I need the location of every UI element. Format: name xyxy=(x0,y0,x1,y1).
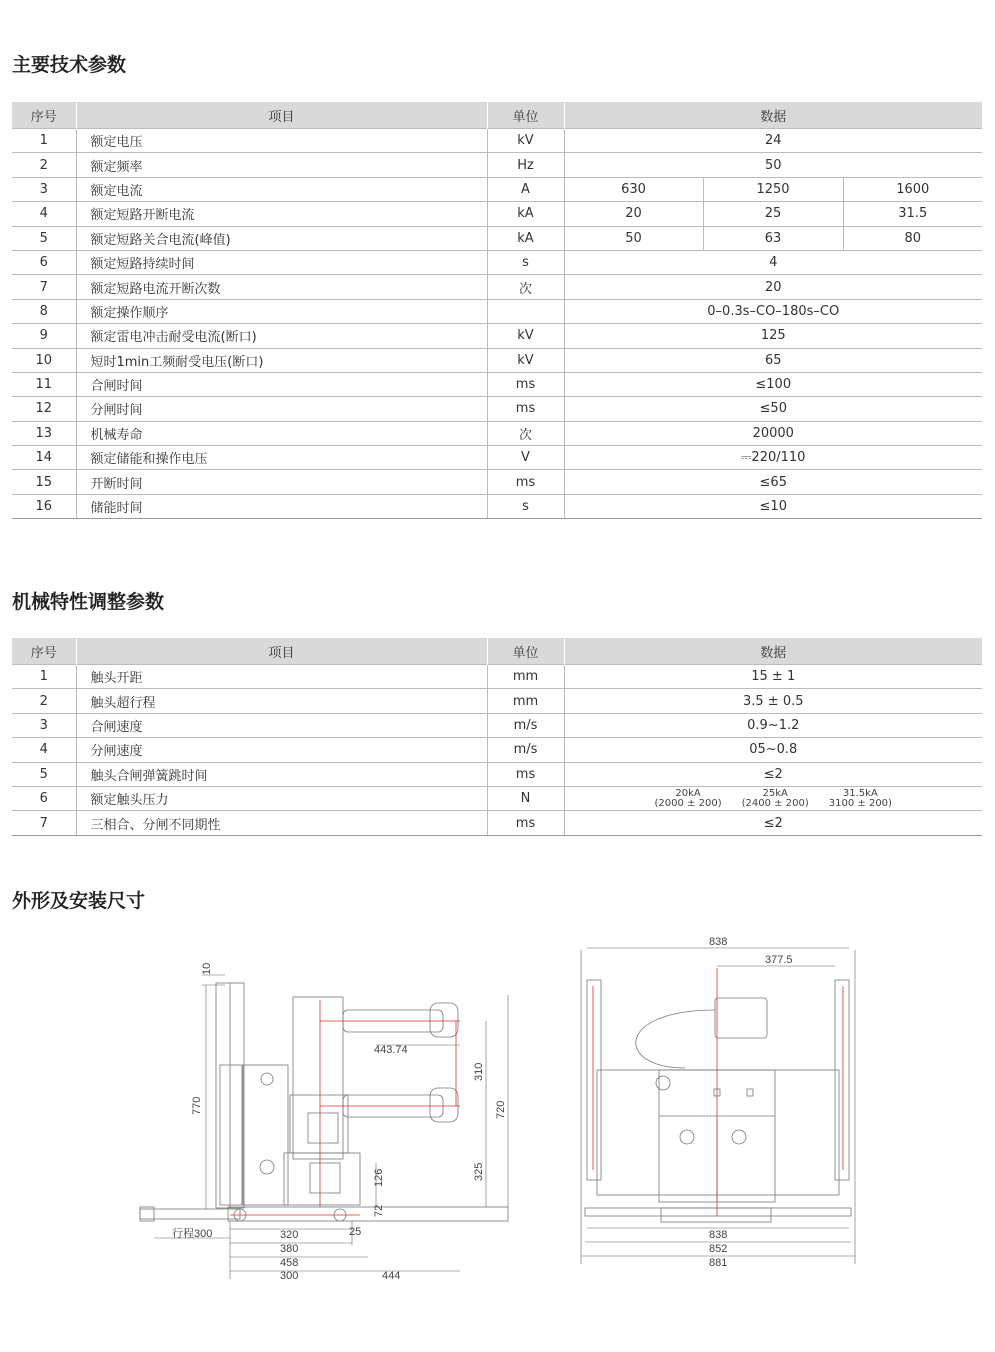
row-value: ≤65 xyxy=(564,470,982,494)
table-row xyxy=(12,177,982,201)
row-value: 50 xyxy=(564,226,703,250)
row-unit: kV xyxy=(487,348,564,372)
row-unit: A xyxy=(487,177,564,201)
row-value: ≤100 xyxy=(564,372,982,396)
section-title-dimensions: 外形及安装尺寸 xyxy=(12,890,146,912)
row-value: 25 xyxy=(703,202,843,226)
col-header-value: 数据 xyxy=(564,102,982,129)
dim-top-838: 838 xyxy=(709,936,728,948)
dim-881: 881 xyxy=(709,1257,728,1269)
row-number: 2 xyxy=(12,153,76,177)
table-row xyxy=(12,762,982,786)
row-value: 65 xyxy=(564,348,982,372)
row-unit: kA xyxy=(487,226,564,250)
dim-443-74: 443.74 xyxy=(374,1044,408,1056)
row-value: ≤2 xyxy=(564,762,982,786)
dim-720: 720 xyxy=(495,1100,507,1119)
side-view-drawing xyxy=(130,945,530,1285)
row-unit: mm xyxy=(487,665,564,689)
col-header-item: 项目 xyxy=(76,638,487,665)
front-view-drawing xyxy=(575,930,865,1270)
dim-380: 380 xyxy=(280,1243,299,1255)
row-item: 机械寿命 xyxy=(76,421,487,445)
row-value: 0.9~1.2 xyxy=(564,713,982,737)
row-value: ⎓220/110 xyxy=(564,446,982,470)
row-value: 24 xyxy=(564,129,982,153)
dim-852: 852 xyxy=(709,1243,728,1255)
dim-444: 444 xyxy=(382,1270,401,1282)
row-unit: 次 xyxy=(487,421,564,445)
row-number: 6 xyxy=(12,250,76,274)
table-row xyxy=(12,713,982,737)
section-title-mech: 机械特性调整参数 xyxy=(12,591,165,613)
force-rating: 25kA xyxy=(762,787,788,799)
row-number: 7 xyxy=(12,275,76,299)
table-row xyxy=(12,397,982,421)
row-item: 额定电压 xyxy=(76,129,487,153)
row-value: ≤2 xyxy=(564,811,982,835)
row-unit: kV xyxy=(487,129,564,153)
row-unit: kV xyxy=(487,324,564,348)
row-number: 10 xyxy=(12,348,76,372)
row-value: 1250 xyxy=(703,177,843,201)
row-unit: ms xyxy=(487,811,564,835)
row-item: 额定短路持续时间 xyxy=(76,250,487,274)
row-unit: m/s xyxy=(487,738,564,762)
force-rating: 20kA xyxy=(675,787,701,799)
row-number: 16 xyxy=(12,494,76,518)
row-value: 20000 xyxy=(564,421,982,445)
table-row xyxy=(12,202,982,226)
row-item: 额定频率 xyxy=(76,153,487,177)
row-value: 0–0.3s–CO–180s–CO xyxy=(564,299,982,323)
table-row xyxy=(12,494,982,518)
dim-770: 770 xyxy=(191,1096,203,1115)
dim-72: 72 xyxy=(373,1204,385,1217)
row-number: 5 xyxy=(12,762,76,786)
row-value: 1600 xyxy=(843,177,982,201)
dim-458: 458 xyxy=(280,1257,299,1269)
row-number: 5 xyxy=(12,226,76,250)
table-row xyxy=(12,324,982,348)
table-row xyxy=(12,811,982,835)
row-unit: mm xyxy=(487,689,564,713)
row-item: 触头开距 xyxy=(76,665,487,689)
row-number: 1 xyxy=(12,129,76,153)
table-row xyxy=(12,153,982,177)
dim-bottom-838: 838 xyxy=(709,1229,728,1241)
row-item: 触头超行程 xyxy=(76,689,487,713)
force-range: (2400 ± 200) xyxy=(741,797,809,809)
row-unit: ms xyxy=(487,372,564,396)
table-row xyxy=(12,786,982,810)
row-item: 短时1min工频耐受电压(断口) xyxy=(76,348,487,372)
row-item: 分闸速度 xyxy=(76,738,487,762)
dim-stroke: 行程300 xyxy=(172,1228,213,1240)
contact-force-group xyxy=(565,789,983,809)
row-unit: s xyxy=(487,250,564,274)
dim-310: 310 xyxy=(473,1062,485,1081)
row-value: 63 xyxy=(703,226,843,250)
row-number: 9 xyxy=(12,324,76,348)
row-number: 8 xyxy=(12,299,76,323)
col-header-unit: 单位 xyxy=(487,638,564,665)
row-number: 6 xyxy=(12,786,76,810)
row-value xyxy=(564,786,982,810)
row-value: 80 xyxy=(843,226,982,250)
table-row xyxy=(12,372,982,396)
row-unit: ms xyxy=(487,470,564,494)
row-value: 4 xyxy=(564,250,982,274)
row-item: 额定雷电冲击耐受电流(断口) xyxy=(76,324,487,348)
row-item: 合闸速度 xyxy=(76,713,487,737)
row-item: 额定触头压力 xyxy=(76,786,487,810)
row-unit: ms xyxy=(487,762,564,786)
col-header-item: 项目 xyxy=(76,102,487,129)
row-number: 15 xyxy=(12,470,76,494)
row-value: 20 xyxy=(564,202,703,226)
table-row xyxy=(12,665,982,689)
row-value: 31.5 xyxy=(843,202,982,226)
table-row xyxy=(12,689,982,713)
row-item: 开断时间 xyxy=(76,470,487,494)
row-number: 12 xyxy=(12,397,76,421)
row-number: 1 xyxy=(12,665,76,689)
row-item: 额定短路关合电流(峰值) xyxy=(76,226,487,250)
dim-377-5: 377.5 xyxy=(765,954,793,966)
row-value: 125 xyxy=(564,324,982,348)
row-number: 14 xyxy=(12,446,76,470)
row-number: 3 xyxy=(12,177,76,201)
dim-320: 320 xyxy=(280,1229,299,1241)
force-range: (2000 ± 200) xyxy=(654,797,722,809)
row-value: ≤50 xyxy=(564,397,982,421)
row-item: 额定短路开断电流 xyxy=(76,202,487,226)
table-row xyxy=(12,348,982,372)
col-header-value: 数据 xyxy=(564,638,982,665)
row-unit: m/s xyxy=(487,713,564,737)
row-unit: s xyxy=(487,494,564,518)
contact-force-item xyxy=(829,789,892,809)
table-row xyxy=(12,299,982,323)
row-item: 储能时间 xyxy=(76,494,487,518)
row-value: 630 xyxy=(564,177,703,201)
table-row xyxy=(12,738,982,762)
row-number: 13 xyxy=(12,421,76,445)
dim-126: 126 xyxy=(373,1168,385,1187)
table-row xyxy=(12,129,982,153)
row-item: 分闸时间 xyxy=(76,397,487,421)
row-unit: Hz xyxy=(487,153,564,177)
table-row xyxy=(12,226,982,250)
contact-force-item xyxy=(742,789,809,809)
col-header-no: 序号 xyxy=(12,638,76,665)
row-value: 20 xyxy=(564,275,982,299)
row-unit: V xyxy=(487,446,564,470)
table-row xyxy=(12,421,982,445)
row-number: 7 xyxy=(12,811,76,835)
force-rating: 31.5kA xyxy=(842,787,878,799)
row-unit: N xyxy=(487,786,564,810)
force-range: 3100 ± 200) xyxy=(828,797,892,809)
row-unit: ms xyxy=(487,397,564,421)
row-number: 4 xyxy=(12,202,76,226)
mech-params-table xyxy=(12,638,982,836)
row-item: 触头合闸弹簧跳时间 xyxy=(76,762,487,786)
table-row xyxy=(12,470,982,494)
table-row xyxy=(12,250,982,274)
table-row xyxy=(12,275,982,299)
row-number: 4 xyxy=(12,738,76,762)
row-unit: 次 xyxy=(487,275,564,299)
contact-force-item xyxy=(655,789,722,809)
table-row xyxy=(12,446,982,470)
row-unit xyxy=(487,299,564,323)
row-value: 15 ± 1 xyxy=(564,665,982,689)
dim-25: 25 xyxy=(349,1226,362,1238)
dim-10: 10 xyxy=(201,962,213,975)
row-item: 三相合、分闸不同期性 xyxy=(76,811,487,835)
row-value: 3.5 ± 0.5 xyxy=(564,689,982,713)
row-number: 3 xyxy=(12,713,76,737)
row-value: 05~0.8 xyxy=(564,738,982,762)
row-value: ≤10 xyxy=(564,494,982,518)
row-item: 合闸时间 xyxy=(76,372,487,396)
row-number: 11 xyxy=(12,372,76,396)
col-header-no: 序号 xyxy=(12,102,76,129)
tech-params-table xyxy=(12,102,982,519)
row-item: 额定短路电流开断次数 xyxy=(76,275,487,299)
row-item: 额定电流 xyxy=(76,177,487,201)
row-item: 额定操作顺序 xyxy=(76,299,487,323)
col-header-unit: 单位 xyxy=(487,102,564,129)
dim-325: 325 xyxy=(473,1162,485,1181)
dim-300: 300 xyxy=(280,1270,299,1282)
row-unit: kA xyxy=(487,202,564,226)
row-number: 2 xyxy=(12,689,76,713)
row-value: 50 xyxy=(564,153,982,177)
section-title-tech: 主要技术参数 xyxy=(12,54,127,76)
row-item: 额定储能和操作电压 xyxy=(76,446,487,470)
